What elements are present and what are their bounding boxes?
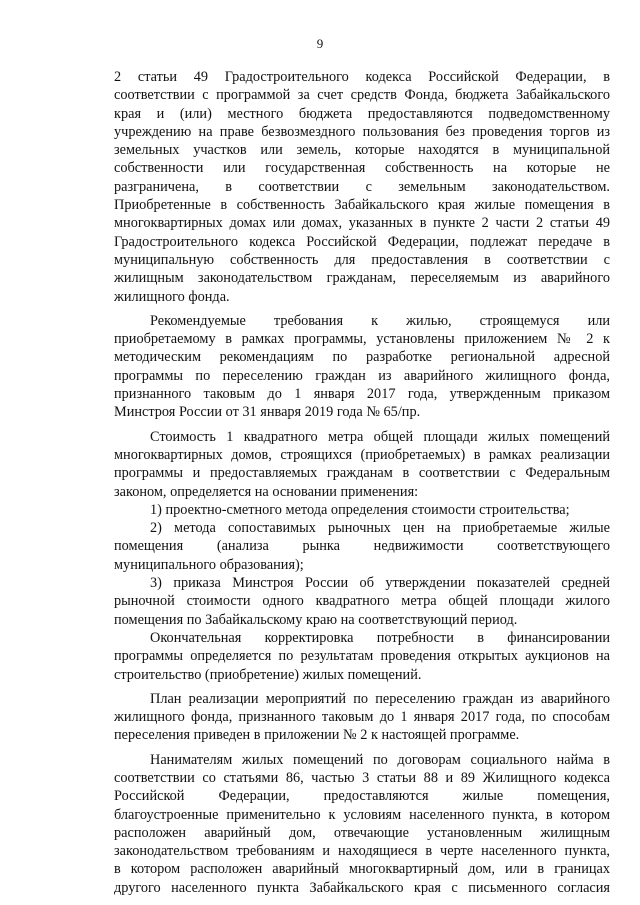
paragraph-1 (114, 68, 610, 306)
text-line: помещения по Забайкальскому краю на соответствующий период. (114, 611, 518, 628)
paragraph-5 (114, 690, 610, 745)
text-line: 2) метода сопоставимых рыночных цен на приобретаемые жилые (150, 520, 610, 537)
text-line: План реализации мероприятий по переселению граждан из аварийного (150, 690, 610, 707)
text-line: Минстроя России от 31 января 2019 года № 65/пр. (114, 404, 421, 421)
text-line: Нанимателям жилых помещений по договорам социального найма в (150, 751, 610, 768)
document-body (114, 68, 610, 897)
text-line: жилищным законодательством гражданам, переселяемым из аварийного (114, 270, 610, 287)
text-line: в котором расположен аварийный многоквартирный дом, или в границах (114, 861, 610, 878)
text-line: собственности или государственная собственность на которые не (114, 160, 610, 177)
text-line: многоквартирных домов, строящихся (приобретаемых) в рамках реализации (114, 446, 610, 463)
text-line: законодательством требованиям и находящиеся в черте населенного пункта, (114, 843, 610, 860)
text-line: муниципальную собственность для предоставления в соответствии с (114, 251, 610, 268)
text-line: жилищного фонда, признанного таковым до 1 января 2017 года, по способам (114, 709, 610, 726)
text-line: программы и предоставляемых гражданам в соответствии с Федеральным (114, 465, 610, 482)
text-line: помещения (анализа рынка недвижимости соответствующего (114, 538, 610, 555)
paragraph-2 (114, 312, 610, 422)
page-number: 9 (316, 36, 324, 51)
text-line: Российской Федерации, предоставляются жилые помещения, (114, 788, 610, 805)
text-line: строительство (приобретение) жилых помещений. (114, 666, 422, 683)
text-line: соответствии со статьями 86, частью 3 статьи 88 и 89 Жилищного кодекса (114, 769, 610, 786)
text-line: Рекомендуемые требования к жилью, строящемуся или (150, 312, 610, 329)
text-line: жилищного фонда. (114, 288, 230, 305)
text-line: рыночной стоимости одного квадратного метра общей площади жилого (114, 593, 610, 610)
text-line: 2 статьи 49 Градостроительного кодекса Российской Федерации, в (114, 69, 610, 85)
paragraph-6 (114, 751, 610, 897)
text-line: соответствии с программой за счет средств Фонда, бюджета Забайкальского (114, 87, 610, 104)
text-line: Окончательная корректировка потребности в финансировании (150, 629, 610, 646)
text-line: признанного таковым до 1 января 2017 года, утвержденным приказом (114, 386, 610, 403)
text-line: края и (или) местного бюджета предоставляются подведомственному (114, 105, 610, 122)
text-line: переселения приведен в приложении № 2 к настоящей программе. (114, 727, 520, 744)
text-line: разграничена, в соответствии с земельным законодательством. (114, 178, 610, 195)
list-item-2 (114, 519, 610, 574)
text-line: Приобретенные в собственность Забайкальского края жилые помещения в (114, 197, 610, 214)
text-line: Стоимость 1 квадратного метра общей площади жилых помещений (150, 428, 610, 445)
text-line: расположен аварийный дом, отвечающие установленным жилищным (114, 824, 610, 841)
text-line: 1) проектно-сметного метода определения стоимости строительства; (150, 501, 570, 518)
text-line: методическим рекомендациям по разработке региональной адресной (114, 349, 610, 366)
text-line: Градостроительного кодекса Российской Федерации, подлежат передаче в (114, 233, 610, 250)
text-line: 3) приказа Минстроя России об утверждении показателей средней (150, 575, 610, 592)
list-item-3 (114, 574, 610, 629)
text-line: многоквартирных домах или домах, указанных в пункте 2 части 2 статьи 49 (114, 215, 610, 232)
text-line: муниципального образования); (114, 556, 304, 573)
text-line: законом, определяется на основании применения: (114, 483, 419, 500)
text-line: приобретаемому в рамках программы, установлены приложением № 2 к (114, 331, 610, 348)
text-line: учреждению на праве безвозмездного пользования без проведения торгов из (114, 123, 610, 140)
paragraph-3 (114, 428, 610, 501)
list-item-1 (114, 501, 610, 519)
text-line: земельных участков или земель, которые находятся в муниципальной (114, 142, 610, 159)
text-line: программы определяется по результатам проведения открытых аукционов на (114, 648, 610, 665)
text-line: благоустроенные применительно к условиям населенного пункта, в котором (114, 806, 610, 823)
text-line: другого населенного пункта Забайкальского края с письменного согласия (114, 879, 610, 896)
paragraph-4 (114, 629, 610, 684)
text-line: программы по переселению граждан из аварийного жилищного фонда, (114, 367, 610, 384)
